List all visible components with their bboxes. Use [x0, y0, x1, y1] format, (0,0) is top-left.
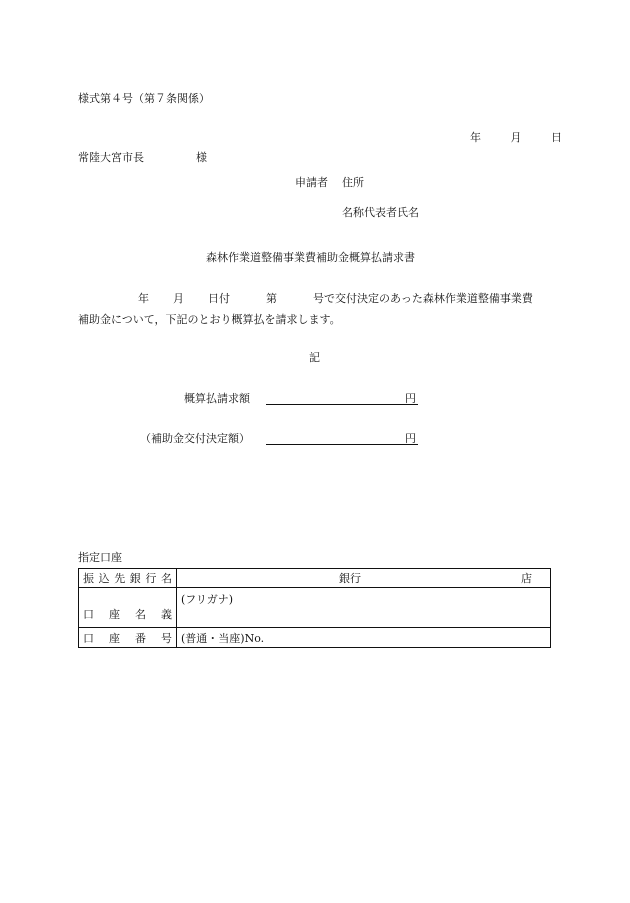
request-amount-unit: 円: [405, 392, 416, 405]
form-number: 様式第４号（第７条関係）: [78, 92, 210, 105]
document-title: 森林作業道整備事業費補助金概算払請求書: [206, 251, 415, 264]
applicant-address-label: 住所: [342, 176, 364, 189]
branch-word: 店: [521, 572, 532, 585]
account-name-value-cell: [177, 588, 551, 628]
request-amount-label: 概算払請求額: [184, 392, 250, 405]
addressee-name: 常陸大宮市長: [78, 151, 144, 164]
bank-label-cell: [79, 569, 177, 588]
date-month: 月: [510, 131, 522, 144]
furigana-label: (フリガナ): [181, 593, 234, 606]
body-day-attached: 日付: [208, 292, 230, 305]
account-name-label: 口 座 名 義: [83, 607, 172, 621]
bank-row: [79, 569, 551, 588]
applicant-name-label: 名称代表者氏名: [342, 206, 419, 219]
date-day: 日: [551, 131, 562, 144]
account-section-label: 指定口座: [78, 551, 122, 564]
addressee-honorific: 様: [196, 151, 207, 164]
account-name-row: [79, 588, 551, 628]
account-number-label-cell: [79, 628, 177, 648]
account-number-value-cell: [177, 628, 551, 648]
body-month: 月: [173, 292, 184, 305]
date-year: 年: [470, 131, 481, 144]
body-line1: 号で交付決定のあった森林作業道整備事業費: [313, 292, 533, 305]
account-number-row: [79, 628, 551, 648]
applicant-label: 申請者: [295, 176, 328, 189]
account-name-label-cell: [79, 588, 177, 628]
account-number-value: (普通・当座)No.: [181, 631, 265, 645]
body-line2: 補助金について，下記のとおり概算払を請求します。: [78, 313, 341, 326]
decision-amount-unit: 円: [405, 432, 416, 445]
request-amount-line: [266, 404, 418, 405]
decision-amount-label: （補助金交付決定額）: [140, 432, 250, 445]
account-number-label: 口 座 番 号: [83, 631, 172, 645]
body-number-prefix: 第: [266, 292, 277, 305]
account-table: [78, 568, 551, 648]
ki-heading: 記: [309, 351, 320, 364]
decision-amount-line: [266, 444, 418, 445]
date-line: [470, 131, 562, 145]
bank-word: 銀行: [339, 572, 361, 585]
bank-label: 振 込 先 銀 行 名: [83, 572, 172, 585]
bank-value-cell: [177, 569, 551, 588]
body-year: 年: [138, 292, 149, 305]
